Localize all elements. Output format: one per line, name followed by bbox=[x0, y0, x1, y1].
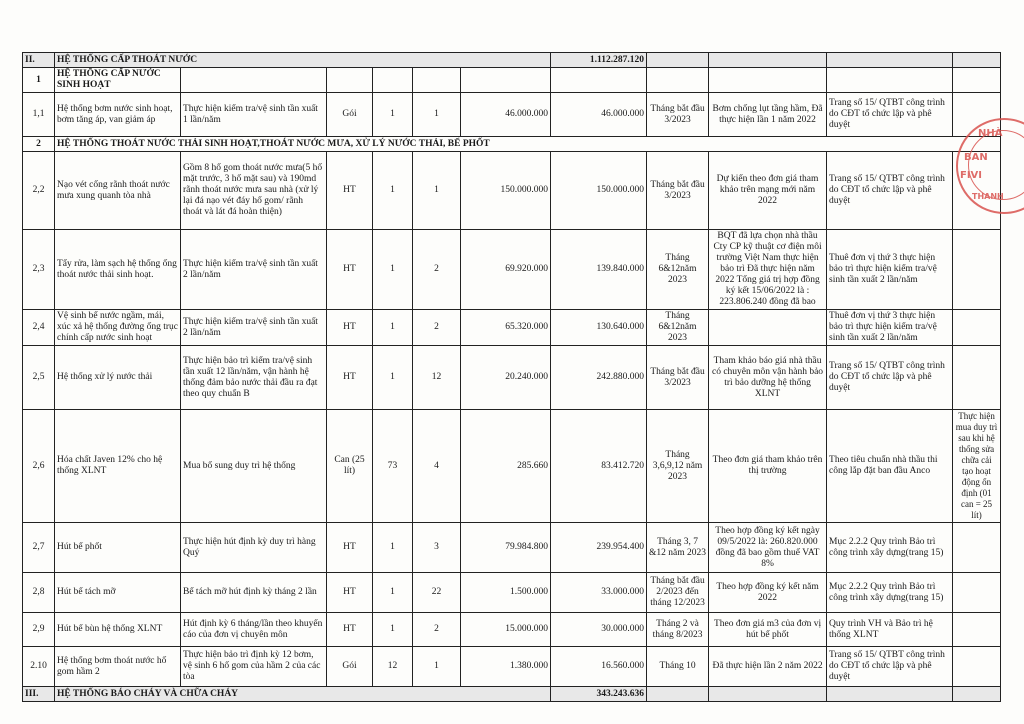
cell-basis: Theo hợp đồng ký kết ngày 09/5/2022 là: 260.820.000 đồng đã bao gồm thuế VAT 8% bbox=[709, 523, 827, 573]
table-row bbox=[23, 573, 1001, 613]
cell-note bbox=[953, 346, 1001, 410]
cell-stt: 2,4 bbox=[23, 310, 55, 346]
cell-work: Bể tách mỡ hút định kỳ tháng 2 lần bbox=[181, 573, 327, 613]
cell-qty: 1 bbox=[373, 230, 413, 310]
cell-qty: 1 bbox=[373, 93, 413, 137]
cell-unit: HT bbox=[327, 310, 373, 346]
cell-stt: 1,1 bbox=[23, 93, 55, 137]
cell-qty: 1 bbox=[373, 310, 413, 346]
cell-qty: 12 bbox=[373, 647, 413, 687]
cell-qty: 1 bbox=[373, 346, 413, 410]
cell-name: Hút bể bùn hệ thống XLNT bbox=[55, 613, 181, 647]
cell-amount: 139.840.000 bbox=[551, 230, 647, 310]
cell-name: Tẩy rửa, làm sạch hệ thống ống thoát nước thải sinh hoạt. bbox=[55, 230, 181, 310]
cell-stt: 2.10 bbox=[23, 647, 55, 687]
cell-work: Thực hiện kiểm tra/vệ sinh tần xuất 1 lần/năm bbox=[181, 93, 327, 137]
cell-basis: Dự kiến theo đơn giá tham khảo trên mạng mới năm 2022 bbox=[709, 152, 827, 230]
table-row bbox=[23, 523, 1001, 573]
cell-basis: Theo đơn giá tham khảo trên thị trường bbox=[709, 410, 827, 523]
cell-work: Gồm 8 hố gom thoát nước mưa(5 hố mặt trước, 3 hố mặt sau) và 190md rãnh thoát nước mưa sau nhà (xử lý lại đá nạo vét đáy hố gom/ rãnh thoát và lát đá hoàn thiện) bbox=[181, 152, 327, 230]
cell-price: 69.920.000 bbox=[461, 230, 551, 310]
cell-work: Thực hiện kiểm tra/vệ sinh tần xuất 2 lần/năm bbox=[181, 230, 327, 310]
cell-work: Mua bổ sung duy trì hệ thống bbox=[181, 410, 327, 523]
cell-price: 79.984.800 bbox=[461, 523, 551, 573]
cell-price: 20.240.000 bbox=[461, 346, 551, 410]
cell-amount: 130.640.000 bbox=[551, 310, 647, 346]
cell-time: Tháng 3,6,9,12 năm 2023 bbox=[647, 410, 709, 523]
cell-price: 1.380.000 bbox=[461, 647, 551, 687]
cell-times: 2 bbox=[413, 310, 461, 346]
cell-qty: 1 bbox=[373, 523, 413, 573]
seal-text-2: BAN bbox=[964, 152, 988, 163]
cell-ref: Thuê đơn vị thứ 3 thực hiện bảo trì thực hiện kiểm tra/vệ sinh tần xuất 2 lần/năm bbox=[827, 230, 953, 310]
cell-stt: 2,8 bbox=[23, 573, 55, 613]
cell-amount: 30.000.000 bbox=[551, 613, 647, 647]
cell-amount: 83.412.720 bbox=[551, 410, 647, 523]
cell-name: Hút bể tách mỡ bbox=[55, 573, 181, 613]
cell-ref: Quy trình VH và Bảo trì hệ thống XLNT bbox=[827, 613, 953, 647]
cell-note bbox=[953, 523, 1001, 573]
cell-work: Thực hiện bảo trì định kỳ 12 bơm, vệ sinh 6 hố gom của hầm 2 của các tòa bbox=[181, 647, 327, 687]
seal-text-4: THANH bbox=[972, 192, 1004, 201]
group-1-num: 1 bbox=[23, 68, 55, 93]
cell-stt: 2,7 bbox=[23, 523, 55, 573]
cell-ref: Mục 2.2.2 Quy trình Bảo trì công trình xây dựng(trang 15) bbox=[827, 523, 953, 573]
cell-basis: Tham khảo báo giá nhà thầu có chuyên môn vận hành bảo trì bảo dưỡng hệ thống XLNT bbox=[709, 346, 827, 410]
section-III-row bbox=[23, 687, 1001, 702]
cell-basis: Đã thực hiện lần 2 năm 2022 bbox=[709, 647, 827, 687]
section-II-row bbox=[23, 53, 1001, 68]
cell-name: Hệ thống bơm thoát nước hố gom hầm 2 bbox=[55, 647, 181, 687]
section-II-title: HỆ THỐNG CẤP THOÁT NƯỚC bbox=[55, 53, 551, 68]
cell-time: Tháng 6&12năm 2023 bbox=[647, 310, 709, 346]
cell-times: 22 bbox=[413, 573, 461, 613]
cell-times: 4 bbox=[413, 410, 461, 523]
cell-ref: Trang số 15/ QTBT công trình do CĐT tổ chức lập và phê duyệt bbox=[827, 93, 953, 137]
cell-price: 150.000.000 bbox=[461, 152, 551, 230]
seal-text-1: NHÀ bbox=[978, 128, 1003, 139]
table-row bbox=[23, 230, 1001, 310]
cell-unit: HT bbox=[327, 230, 373, 310]
cell-name: Vệ sinh bể nước ngầm, mái, xúc xả hệ thống đường ống trục chính cấp nước sinh hoạt bbox=[55, 310, 181, 346]
cell-basis: Bơm chống lụt tầng hầm, Đã thực hiện lần 1 năm 2022 bbox=[709, 93, 827, 137]
section-II-num: II. bbox=[23, 53, 55, 68]
cell-qty: 73 bbox=[373, 410, 413, 523]
cell-price: 65.320.000 bbox=[461, 310, 551, 346]
cell-qty: 1 bbox=[373, 152, 413, 230]
cell-note bbox=[953, 613, 1001, 647]
cell-unit: Can (25 lít) bbox=[327, 410, 373, 523]
cell-work: Thực hiện kiểm tra/vệ sinh tần xuất 2 lần/năm bbox=[181, 310, 327, 346]
cell-ref: Trang số 15/ QTBT công trình do CĐT tổ chức lập và phê duyệt bbox=[827, 346, 953, 410]
cell-time: Tháng 10 bbox=[647, 647, 709, 687]
cell-basis: BQT đã lựa chọn nhà thầu Cty CP kỹ thuật cơ điện môi trường Việt Nam thực hiện bảo trì Đã thực hiện năm 2022 Tổng giá trị hợp đồng ký kết 15/06/2022 là : 223.806.240 đồng đã bao bbox=[709, 230, 827, 310]
seal-text-3: FIVI bbox=[960, 170, 983, 181]
cell-times: 1 bbox=[413, 152, 461, 230]
cell-basis: Theo đơn giá m3 của đơn vị hút bể phốt bbox=[709, 613, 827, 647]
cell-work: Hút định kỳ 6 tháng/lần theo khuyến cáo của đơn vị chuyên môn bbox=[181, 613, 327, 647]
table-row bbox=[23, 346, 1001, 410]
cell-stt: 2,5 bbox=[23, 346, 55, 410]
cell-time: Tháng bắt đầu 2/2023 đến tháng 12/2023 bbox=[647, 573, 709, 613]
cell-name: Hệ thống bơm nước sinh hoạt, bơm tăng áp, van giảm áp bbox=[55, 93, 181, 137]
cell-name: Hệ thống xử lý nước thải bbox=[55, 346, 181, 410]
rows-group-2 bbox=[23, 152, 1001, 687]
cell-unit: HT bbox=[327, 573, 373, 613]
cell-time: Tháng bắt đầu 3/2023 bbox=[647, 152, 709, 230]
cell-amount: 239.954.400 bbox=[551, 523, 647, 573]
cell-unit: Gói bbox=[327, 647, 373, 687]
cell-work: Thực hiện hút định kỳ duy trì hàng Quý bbox=[181, 523, 327, 573]
cell-name: Hút bể phốt bbox=[55, 523, 181, 573]
group-2-title: HỆ THỐNG THOÁT NƯỚC THẢI SINH HOẠT,THOÁT NƯỚC MƯA, XỬ LÝ NƯỚC THẢI, BỂ PHỐT bbox=[55, 137, 1001, 152]
cell-unit: HT bbox=[327, 346, 373, 410]
cell-times: 2 bbox=[413, 613, 461, 647]
cell-time: Tháng 6&12năm 2023 bbox=[647, 230, 709, 310]
maintenance-plan-table bbox=[22, 52, 1001, 702]
table-row bbox=[23, 647, 1001, 687]
cell-work: Thực hiện bảo trì kiểm tra/vệ sinh tần xuất 12 lần/năm, vận hành hệ thống đảm bảo nước thải đầu ra đạt theo quy chuẩn B bbox=[181, 346, 327, 410]
cell-ref: Trang số 15/ QTBT công trình do CĐT tổ chức lập và phê duyệt bbox=[827, 647, 953, 687]
cell-unit: Gói bbox=[327, 93, 373, 137]
cell-unit: HT bbox=[327, 152, 373, 230]
cell-qty: 1 bbox=[373, 613, 413, 647]
cell-time: Tháng 3, 7 &12 năm 2023 bbox=[647, 523, 709, 573]
cell-ref: Trang số 15/ QTBT công trình do CĐT tổ chức lập và phê duyệt bbox=[827, 152, 953, 230]
group-1-title: HỆ THỐNG CẤP NƯỚC SINH HOẠT bbox=[55, 68, 181, 93]
cell-times: 2 bbox=[413, 230, 461, 310]
table-row bbox=[23, 152, 1001, 230]
cell-time: Tháng bắt đầu 3/2023 bbox=[647, 93, 709, 137]
maintenance-table-sheet bbox=[22, 52, 1003, 702]
table-row bbox=[23, 310, 1001, 346]
cell-amount: 16.560.000 bbox=[551, 647, 647, 687]
cell-time: Tháng 2 và tháng 8/2023 bbox=[647, 613, 709, 647]
section-III-title: HỆ THỐNG BÁO CHÁY VÀ CHỮA CHÁY bbox=[55, 687, 551, 702]
table-row bbox=[23, 410, 1001, 523]
cell-ref: Thuê đơn vị thứ 3 thực hiện bảo trì thực hiện kiểm tra/vệ sinh tần xuất 2 lần/năm bbox=[827, 310, 953, 346]
cell-name: Nạo vét cống rãnh thoát nước mưa xung quanh tòa nhà bbox=[55, 152, 181, 230]
cell-note bbox=[953, 310, 1001, 346]
cell-qty: 1 bbox=[373, 573, 413, 613]
cell-basis: Theo hợp đồng ký kết năm 2022 bbox=[709, 573, 827, 613]
cell-amount: 46.000.000 bbox=[551, 93, 647, 137]
cell-note bbox=[953, 573, 1001, 613]
cell-note bbox=[953, 647, 1001, 687]
cell-stt: 2,3 bbox=[23, 230, 55, 310]
group-2-num: 2 bbox=[23, 137, 55, 152]
cell-basis bbox=[709, 310, 827, 346]
cell-amount: 150.000.000 bbox=[551, 152, 647, 230]
cell-stt: 2,9 bbox=[23, 613, 55, 647]
group-2-row bbox=[23, 137, 1001, 152]
cell-ref: Mục 2.2.2 Quy trình Bảo trì công trình xây dựng(trang 15) bbox=[827, 573, 953, 613]
cell-note: Thực hiện mua duy trì sau khi hệ thống sửa chữa cải tạo hoạt động ổn định (01 can = 25 lít) bbox=[953, 410, 1001, 523]
cell-times: 12 bbox=[413, 346, 461, 410]
section-II-total: 1.112.287.120 bbox=[551, 53, 647, 68]
cell-times: 1 bbox=[413, 647, 461, 687]
cell-unit: HT bbox=[327, 613, 373, 647]
cell-price: 1.500.000 bbox=[461, 573, 551, 613]
cell-name: Hóa chất Javen 12% cho hệ thống XLNT bbox=[55, 410, 181, 523]
section-III-total: 343.243.636 bbox=[551, 687, 647, 702]
section-III-num: III. bbox=[23, 687, 55, 702]
cell-stt: 2,2 bbox=[23, 152, 55, 230]
cell-unit: HT bbox=[327, 523, 373, 573]
cell-price: 285.660 bbox=[461, 410, 551, 523]
table-row bbox=[23, 93, 1001, 137]
cell-amount: 33.000.000 bbox=[551, 573, 647, 613]
cell-ref: Theo tiêu chuẩn nhà thầu thi công lắp đặt ban đầu Anco bbox=[827, 410, 953, 523]
cell-price: 46.000.000 bbox=[461, 93, 551, 137]
rows-group-1 bbox=[23, 93, 1001, 137]
cell-times: 3 bbox=[413, 523, 461, 573]
cell-times: 1 bbox=[413, 93, 461, 137]
table-row bbox=[23, 613, 1001, 647]
cell-stt: 2,6 bbox=[23, 410, 55, 523]
cell-time: Tháng bắt đầu 3/2023 bbox=[647, 346, 709, 410]
group-1-row bbox=[23, 68, 1001, 93]
cell-price: 15.000.000 bbox=[461, 613, 551, 647]
cell-note bbox=[953, 230, 1001, 310]
cell-amount: 242.880.000 bbox=[551, 346, 647, 410]
